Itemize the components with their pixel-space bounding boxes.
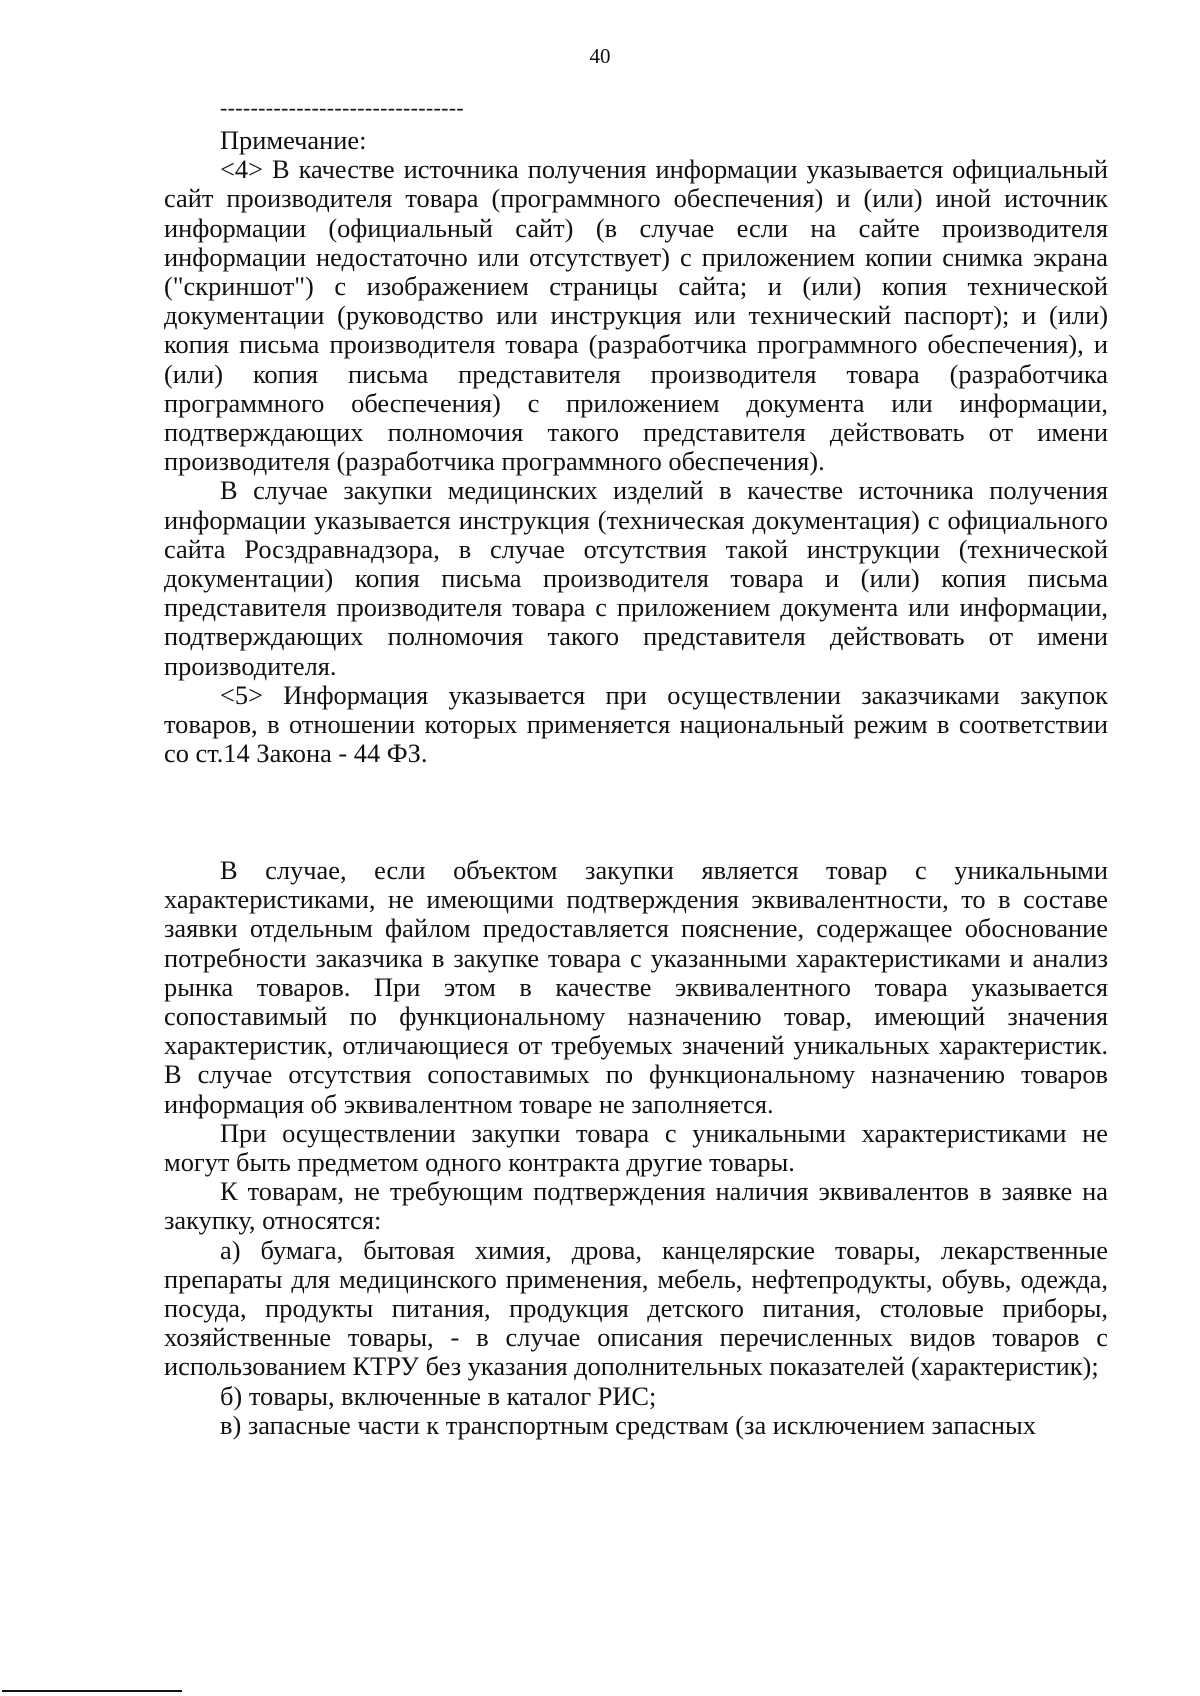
list-item-c: в) запасные части к транспортным средствам (за исключением запасных: [220, 1409, 1036, 1440]
main-text-section: [164, 856, 1108, 1440]
bottom-rule: [2, 1690, 182, 1692]
footnotes-section: [164, 126, 1108, 768]
list-item-b: б) товары, включенные в каталог РИС;: [220, 1380, 657, 1411]
notes-heading: Примечание:: [220, 125, 367, 155]
list-item-a: а) бумага, бытовая химия, дрова, канцелярские товары, лекарственные препараты для медицинского применения, мебель, нефтепродукты, обувь, одежда, посуда, продукты питания, продукция детского питания, столовые приборы, хозяйственные товары, - в случае описания перечисленных видов товаров с использованием КТРУ без указания дополнительных показателей (характеристик);: [164, 1234, 1108, 1382]
paragraph-single-contract: При осуществлении закупки товара с уникальными характеристиками не могут быть предметом одного контракта другие товары.: [164, 1117, 1108, 1178]
footnote-4-medical: В случае закупки медицинских изделий в качестве источника получения информации указывается инструкция (техническая документация) с официального сайта Росздравнадзора, в случае отсутствия такой инструкции (технической документации) копия письма производителя товара и (или) копия письма представителя производителя товара с приложением документа или информации, подтверждающих полномочия такого представителя действовать от имени производителя.: [164, 475, 1108, 681]
paragraph-no-equivalents-intro: К товарам, не требующим подтверждения наличия эквивалентов в заявке на закупку, относятся:: [164, 1176, 1108, 1236]
footnote-4: <4> В качестве источника получения информации указывается официальный сайт производителя товара (программного обеспечения) и (или) иной источник информации (официальный сайт) (в случае если на сайте производителя информации недостаточно или отсутствует) с приложением копии снимка экрана ("скриншот") с изображением страницы сайта; и (или) копия технической документации (руководство или инструкция или технический паспорт); и (или) копия письма производителя товара (разработчика программного обеспечения), и (или) копия письма представителя производителя товара (разработчика программного обеспечения) с приложением документа или информации, подтверждающих полномочия такого представителя действовать от имени производителя (разработчика программного обеспечения).: [164, 154, 1108, 477]
page-number: 40: [589, 44, 611, 68]
footnote-5: <5> Информация указывается при осуществлении заказчиками закупок товаров, в отношении которых применяется национальный режим в соответствии со ст.14 Закона - 44 ФЗ.: [164, 679, 1108, 769]
paragraph-unique-goods: В случае, если объектом закупки является товар с уникальными характеристиками, не имеющими подтверждения эквивалентности, то в составе заявки отдельным файлом предоставляется пояснение, содержащее обоснование потребности заказчика в закупке товара с указанными характеристиками и анализ рынка товаров. При этом в качестве эквивалентного товара указывается сопоставимый по функциональному назначению товар, имеющий значения характеристик, отличающиеся от требуемых значений уникальных характеристик. В случае отсутствия сопоставимых по функциональному назначению товаров информация об эквивалентном товаре не заполняется.: [164, 855, 1108, 1119]
footnote-separator: --------------------------------: [220, 95, 465, 120]
